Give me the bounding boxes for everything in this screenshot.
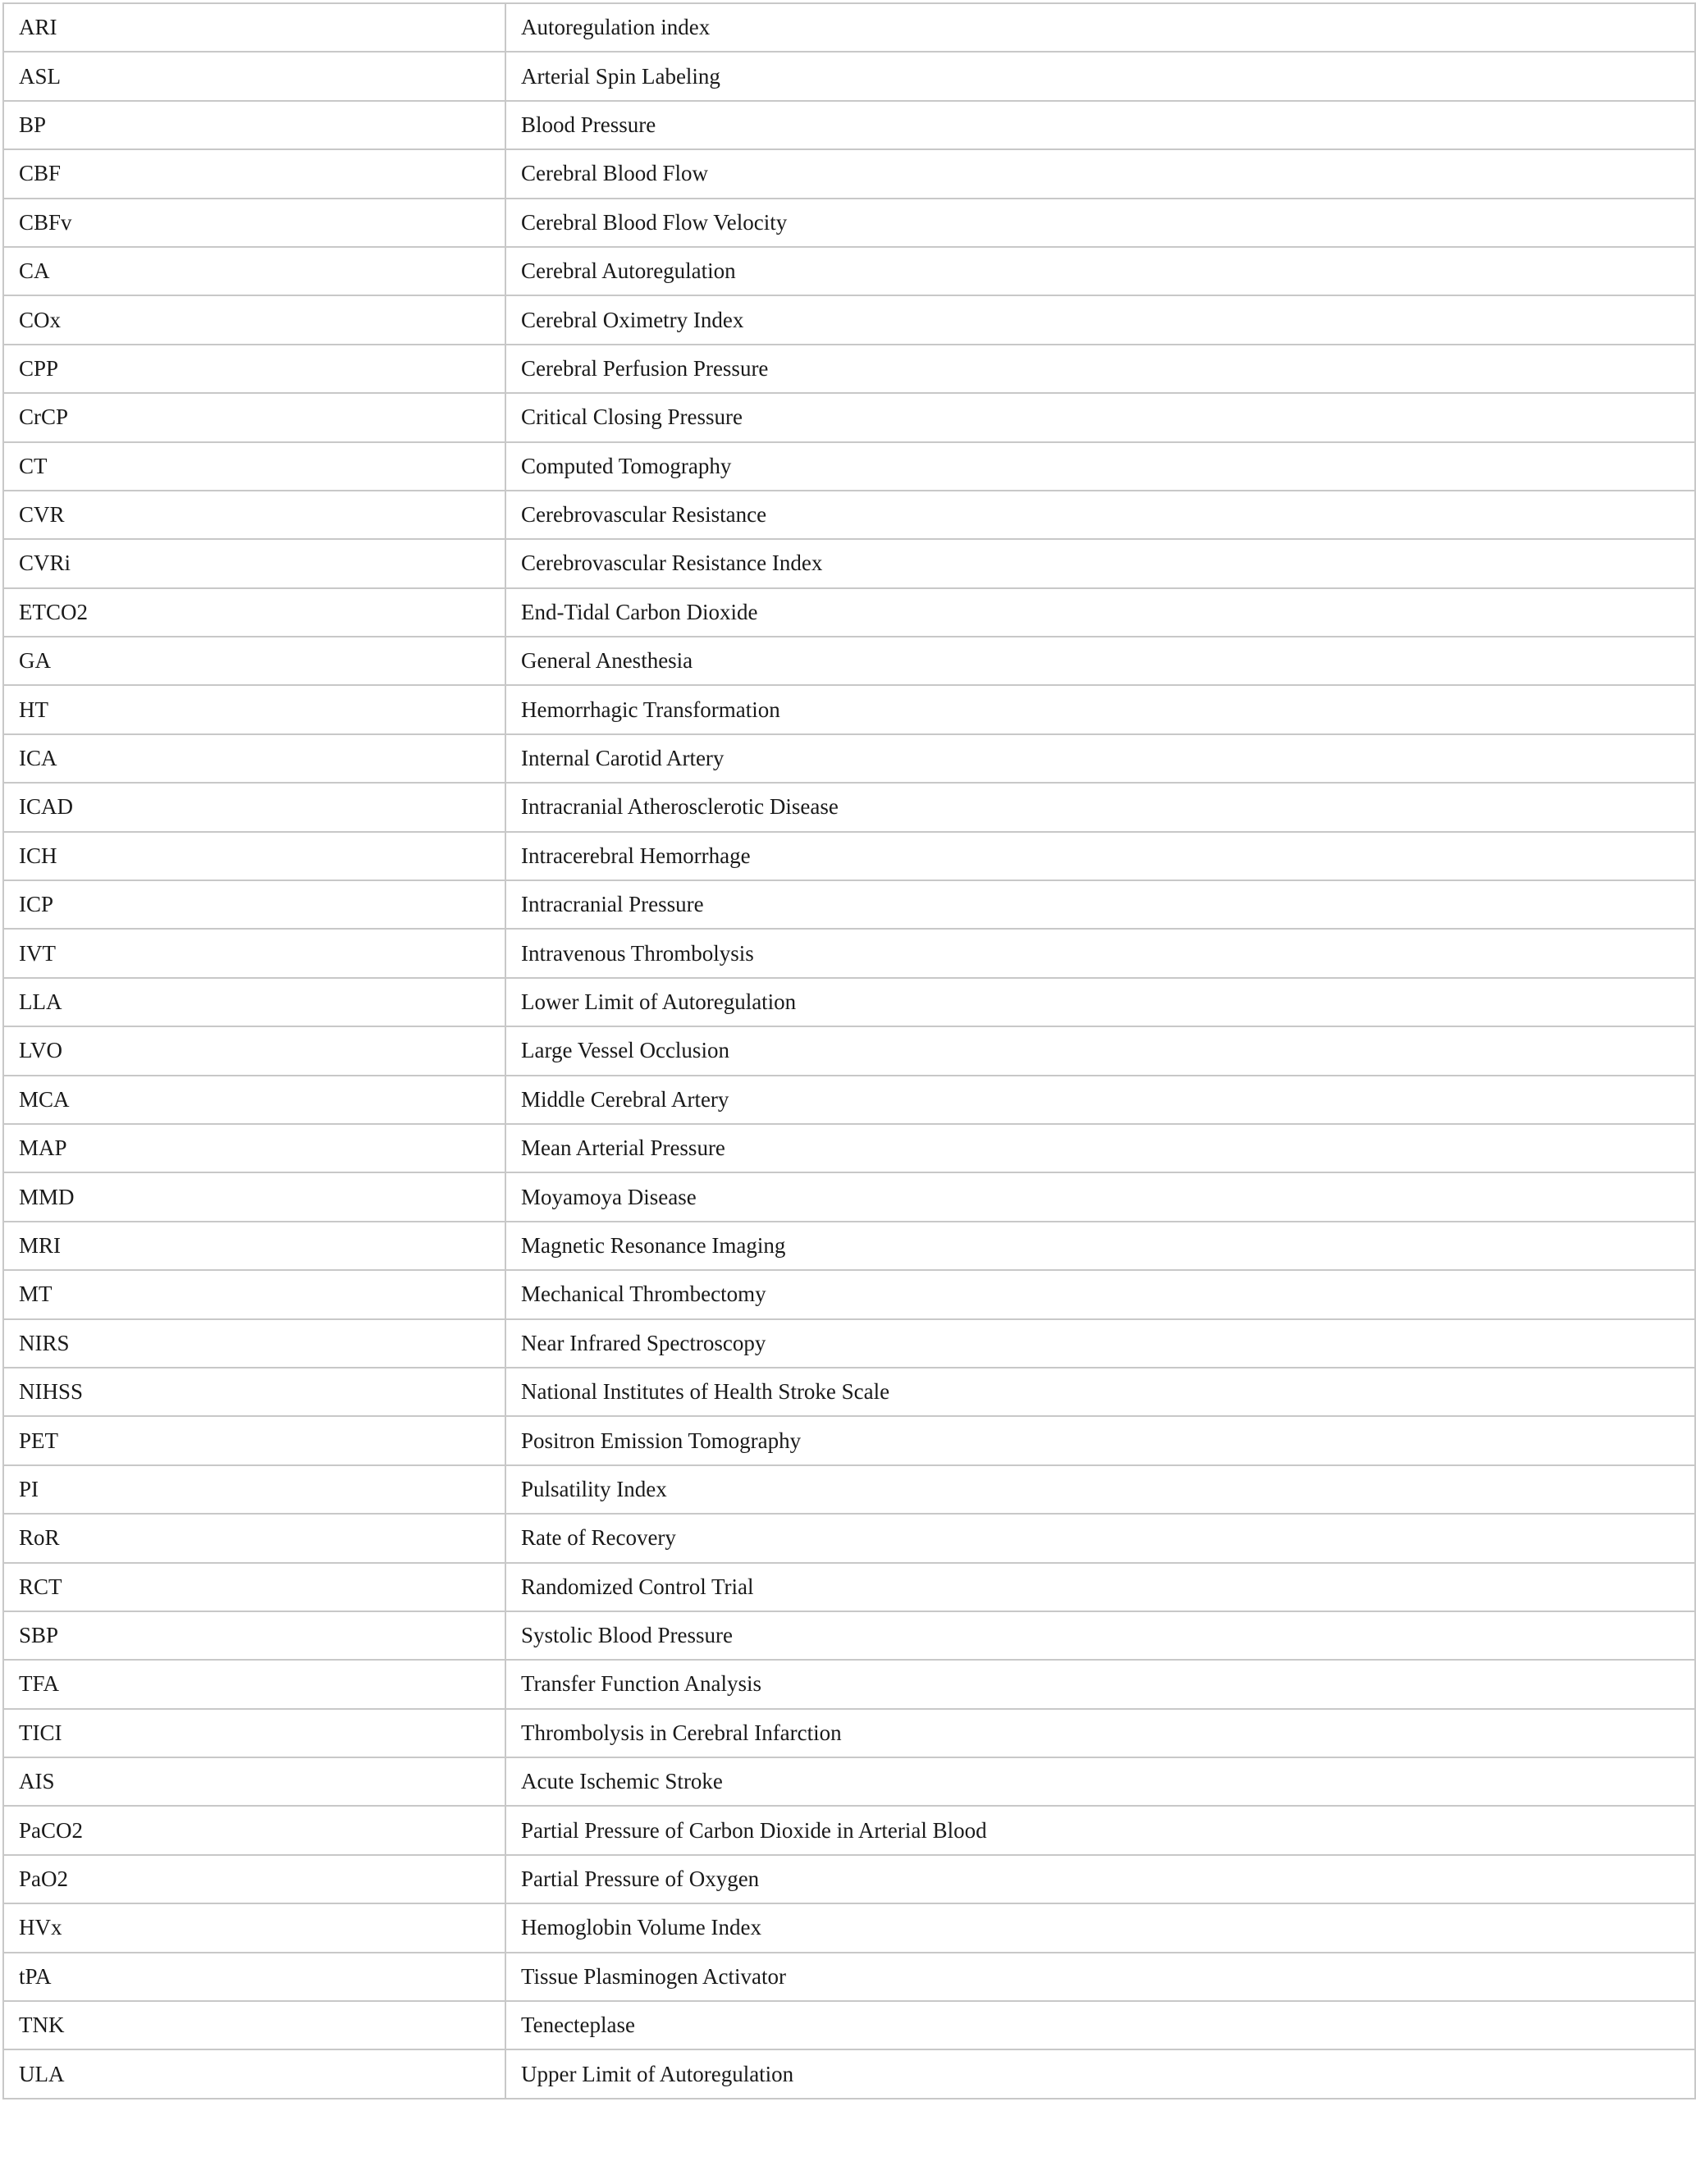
table-row: [3, 1660, 1695, 1708]
abbreviation-cell: TICI: [3, 1709, 505, 1757]
table-row: [3, 52, 1695, 100]
table-row: [3, 1903, 1695, 1952]
table-row: [3, 1076, 1695, 1124]
definition-cell: Partial Pressure of Oxygen: [505, 1855, 1695, 1903]
abbreviation-cell: MCA: [3, 1076, 505, 1124]
abbreviation-cell: tPA: [3, 1953, 505, 2001]
definition-cell: Mean Arterial Pressure: [505, 1124, 1695, 1172]
table-row: [3, 685, 1695, 733]
abbreviation-cell: ICAD: [3, 783, 505, 831]
abbreviation-cell: MRI: [3, 1222, 505, 1270]
table-row: [3, 1563, 1695, 1611]
abbreviation-cell: PaO2: [3, 1855, 505, 1903]
definition-cell: Rate of Recovery: [505, 1514, 1695, 1562]
definition-cell: Middle Cerebral Artery: [505, 1076, 1695, 1124]
abbreviation-cell: NIRS: [3, 1319, 505, 1368]
table-row: [3, 345, 1695, 393]
definition-cell: Moyamoya Disease: [505, 1172, 1695, 1221]
table-row: [3, 783, 1695, 831]
table-row: [3, 2001, 1695, 2049]
definition-cell: Intracranial Pressure: [505, 880, 1695, 929]
abbreviation-cell: PET: [3, 1416, 505, 1464]
definition-cell: Intracerebral Hemorrhage: [505, 832, 1695, 880]
abbreviation-cell: LVO: [3, 1026, 505, 1075]
abbreviations-table-body: [3, 3, 1695, 2099]
definition-cell: Blood Pressure: [505, 101, 1695, 149]
abbreviation-cell: RoR: [3, 1514, 505, 1562]
table-row: [3, 1368, 1695, 1416]
definition-cell: Tenecteplase: [505, 2001, 1695, 2049]
abbreviation-cell: ICH: [3, 832, 505, 880]
definition-cell: Cerebral Blood Flow Velocity: [505, 199, 1695, 247]
definition-cell: Cerebrovascular Resistance: [505, 491, 1695, 539]
abbreviation-cell: AIS: [3, 1757, 505, 1806]
table-row: [3, 1709, 1695, 1757]
abbreviation-cell: ARI: [3, 3, 505, 52]
table-row: [3, 247, 1695, 295]
table-row: [3, 1611, 1695, 1660]
abbreviation-cell: HVx: [3, 1903, 505, 1952]
definition-cell: Lower Limit of Autoregulation: [505, 978, 1695, 1026]
table-row: [3, 1855, 1695, 1903]
abbreviation-cell: ASL: [3, 52, 505, 100]
abbreviation-cell: RCT: [3, 1563, 505, 1611]
abbreviation-cell: HT: [3, 685, 505, 733]
abbreviation-cell: MT: [3, 1270, 505, 1318]
abbreviation-cell: CVR: [3, 491, 505, 539]
abbreviation-cell: ULA: [3, 2049, 505, 2098]
table-row: [3, 929, 1695, 977]
definition-cell: Partial Pressure of Carbon Dioxide in Arterial Blood: [505, 1806, 1695, 1854]
abbreviation-cell: CA: [3, 247, 505, 295]
table-row: [3, 1806, 1695, 1854]
definition-cell: Transfer Function Analysis: [505, 1660, 1695, 1708]
definition-cell: Critical Closing Pressure: [505, 393, 1695, 441]
definition-cell: Autoregulation index: [505, 3, 1695, 52]
abbreviation-cell: CBFv: [3, 199, 505, 247]
abbreviation-cell: COx: [3, 295, 505, 344]
definition-cell: Mechanical Thrombectomy: [505, 1270, 1695, 1318]
abbreviation-cell: SBP: [3, 1611, 505, 1660]
table-row: [3, 149, 1695, 198]
table-row: [3, 1416, 1695, 1464]
abbreviation-cell: IVT: [3, 929, 505, 977]
abbreviation-cell: MMD: [3, 1172, 505, 1221]
definition-cell: Magnetic Resonance Imaging: [505, 1222, 1695, 1270]
definition-cell: Pulsatility Index: [505, 1465, 1695, 1514]
definition-cell: Systolic Blood Pressure: [505, 1611, 1695, 1660]
definition-cell: Near Infrared Spectroscopy: [505, 1319, 1695, 1368]
table-row: [3, 3, 1695, 52]
definition-cell: Hemorrhagic Transformation: [505, 685, 1695, 733]
abbreviation-cell: ICP: [3, 880, 505, 929]
abbreviation-cell: TFA: [3, 1660, 505, 1708]
definition-cell: Cerebrovascular Resistance Index: [505, 539, 1695, 587]
table-row: [3, 101, 1695, 149]
definition-cell: Hemoglobin Volume Index: [505, 1903, 1695, 1952]
abbreviation-cell: ICA: [3, 734, 505, 783]
definition-cell: Cerebral Autoregulation: [505, 247, 1695, 295]
definition-cell: National Institutes of Health Stroke Scale: [505, 1368, 1695, 1416]
table-row: [3, 1514, 1695, 1562]
definition-cell: Arterial Spin Labeling: [505, 52, 1695, 100]
table-row: [3, 1026, 1695, 1075]
abbreviation-cell: CPP: [3, 345, 505, 393]
abbreviation-cell: CVRi: [3, 539, 505, 587]
definition-cell: General Anesthesia: [505, 637, 1695, 685]
definition-cell: Thrombolysis in Cerebral Infarction: [505, 1709, 1695, 1757]
abbreviation-cell: LLA: [3, 978, 505, 1026]
definition-cell: Computed Tomography: [505, 442, 1695, 491]
definition-cell: Large Vessel Occlusion: [505, 1026, 1695, 1075]
definition-cell: Cerebral Blood Flow: [505, 149, 1695, 198]
table-row: [3, 832, 1695, 880]
abbreviation-cell: CBF: [3, 149, 505, 198]
table-row: [3, 734, 1695, 783]
table-row: [3, 1270, 1695, 1318]
definition-cell: Tissue Plasminogen Activator: [505, 1953, 1695, 2001]
definition-cell: Internal Carotid Artery: [505, 734, 1695, 783]
definition-cell: Acute Ischemic Stroke: [505, 1757, 1695, 1806]
abbreviation-cell: CrCP: [3, 393, 505, 441]
abbreviation-cell: PaCO2: [3, 1806, 505, 1854]
table-row: [3, 393, 1695, 441]
abbreviation-cell: NIHSS: [3, 1368, 505, 1416]
definition-cell: End-Tidal Carbon Dioxide: [505, 588, 1695, 637]
definition-cell: Intravenous Thrombolysis: [505, 929, 1695, 977]
definition-cell: Cerebral Perfusion Pressure: [505, 345, 1695, 393]
definition-cell: Intracranial Atherosclerotic Disease: [505, 783, 1695, 831]
table-row: [3, 491, 1695, 539]
definition-cell: Positron Emission Tomography: [505, 1416, 1695, 1464]
table-row: [3, 1465, 1695, 1514]
definition-cell: Randomized Control Trial: [505, 1563, 1695, 1611]
table-row: [3, 588, 1695, 637]
table-row: [3, 442, 1695, 491]
abbreviation-cell: BP: [3, 101, 505, 149]
table-row: [3, 978, 1695, 1026]
table-row: [3, 1222, 1695, 1270]
abbreviation-cell: CT: [3, 442, 505, 491]
table-row: [3, 1172, 1695, 1221]
table-row: [3, 1953, 1695, 2001]
table-row: [3, 637, 1695, 685]
table-row: [3, 539, 1695, 587]
table-row: [3, 2049, 1695, 2098]
abbreviation-cell: ETCO2: [3, 588, 505, 637]
definition-cell: Upper Limit of Autoregulation: [505, 2049, 1695, 2098]
abbreviation-cell: PI: [3, 1465, 505, 1514]
definition-cell: Cerebral Oximetry Index: [505, 295, 1695, 344]
table-row: [3, 199, 1695, 247]
abbreviation-cell: TNK: [3, 2001, 505, 2049]
table-row: [3, 295, 1695, 344]
table-row: [3, 1319, 1695, 1368]
table-row: [3, 880, 1695, 929]
abbreviation-cell: MAP: [3, 1124, 505, 1172]
table-row: [3, 1757, 1695, 1806]
abbreviation-cell: GA: [3, 637, 505, 685]
table-row: [3, 1124, 1695, 1172]
abbreviations-table: [2, 2, 1696, 2099]
